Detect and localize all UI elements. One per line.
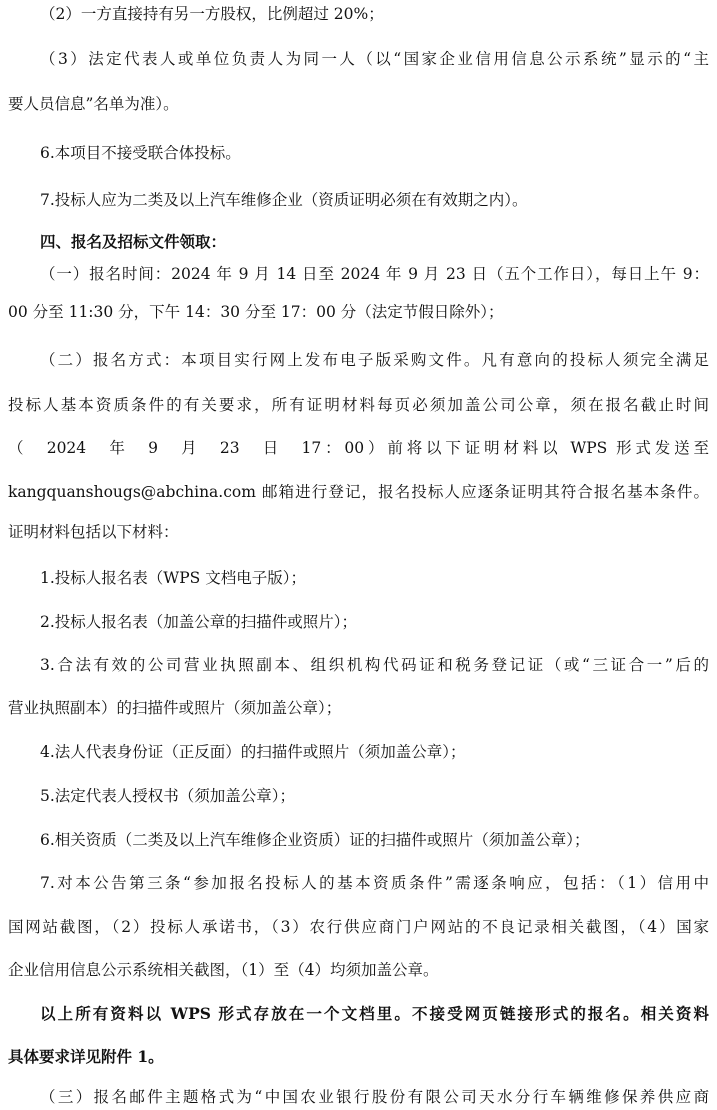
list-item: 营业执照副本）的扫描件或照片（须加盖公章）； [8, 699, 342, 717]
paragraph-line: 00 分至 11:30 分，下午 14：30 分至 17：00 分（法定节假日除外）； [8, 303, 504, 321]
paragraph-line: 要人员信息”名单为准）。 [8, 95, 179, 113]
paragraph-line: （三）报名邮件主题格式为“中国农业银行股份有限公司天水分行车辆维修保养供应商 [40, 1088, 709, 1106]
paragraph-line: （一）报名时间：2024 年 9 月 14 日至 2024 年 9 月 23 日（五个工作日），每日上午 9： [40, 265, 709, 283]
paragraph-line: （2）一方直接持有另一方股权，比例超过 20%； [40, 5, 384, 23]
list-item: 企业信用信息公示系统相关截图，（1）至（4）均须加盖公章。 [8, 961, 439, 979]
list-item: 7.对本公告第三条“参加报名投标人的基本资质条件”需逐条响应，包括：（1）信用中 [40, 874, 709, 892]
list-item: 3.合法有效的公司营业执照副本、组织机构代码证和税务登记证（或“三证合一”后的 [40, 656, 709, 674]
paragraph-line: （ 2024 年 9 月 23 日 17：00）前将以下证明材料以 WPS 形式发送至 [8, 439, 709, 457]
paragraph-line: （二）报名方式：本项目实行网上发布电子版采购文件。凡有意向的投标人须完全满足 [40, 351, 709, 369]
list-item: 1.投标人报名表（WPS 文档电子版）； [40, 569, 306, 587]
paragraph-line: 投标人基本资质条件的有关要求，所有证明材料每页必须加盖公司公章，须在报名截止时间 [8, 396, 709, 414]
list-item: 4.法人代表身份证（正反面）的扫描件或照片（须加盖公章）； [40, 743, 466, 761]
paragraph-line: 6.本项目不接受联合体投标。 [40, 144, 241, 162]
paragraph-line: kangquanshougs@abchina.com 邮箱进行登记，报名投标人应逐条证明其符合报名基本条件。 [8, 483, 709, 501]
paragraph-line: 7.投标人应为二类及以上汽车维修企业（资质证明必须在有效期之内）。 [40, 191, 528, 209]
bold-paragraph-line: 以上所有资料以 WPS 形式存放在一个文档里。不接受网页链接形式的报名。相关资料 [40, 1004, 709, 1023]
paragraph-line: 证明材料包括以下材料： [8, 523, 179, 541]
list-item: 国网站截图，（2）投标人承诺书，（3）农行供应商门户网站的不良记录相关截图，（4）国家 [8, 918, 709, 936]
list-item: 2.投标人报名表（加盖公章的扫描件或照片）； [40, 613, 358, 631]
list-item: 6.相关资质（二类及以上汽车维修企业资质）证的扫描件或照片（须加盖公章）； [40, 831, 590, 849]
paragraph-line: （3）法定代表人或单位负责人为同一人（以“国家企业信用信息公示系统”显示的“主 [40, 50, 709, 68]
bold-paragraph-line: 具体要求详见附件 1。 [8, 1047, 164, 1066]
section-heading: 四、报名及招标文件领取： [40, 232, 227, 251]
list-item: 5.法定代表人授权书（须加盖公章）； [40, 787, 296, 805]
